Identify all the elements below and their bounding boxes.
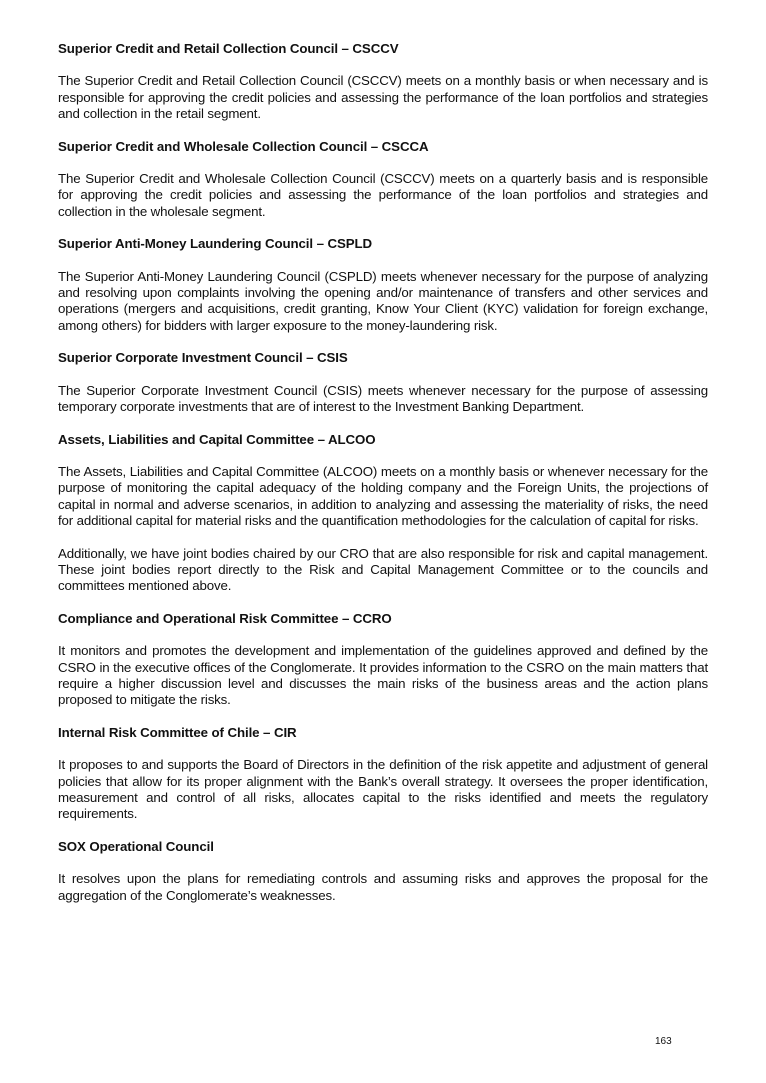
- section-alcoo: [58, 432, 708, 595]
- section-paragraph: It proposes to and supports the Board of Directors in the definition of the risk appetite and adjustment of general policies that allow for its proper alignment with the Bank’s overall strategy. It oversees the proper identification, measurement and control of all risks, allocates capital to the risks identified and meets the regulatory requirements.: [58, 757, 708, 822]
- page-number: 163: [655, 1036, 672, 1047]
- section-heading: SOX Operational Council: [58, 839, 214, 855]
- section-paragraph: The Superior Corporate Investment Council (CSIS) meets whenever necessary for the purpose of assessing temporary corporate investments that are of interest to the Investment Banking Department.: [58, 382, 708, 414]
- section-cscvv: [58, 41, 708, 122]
- section-paragraph: The Superior Anti-Money Laundering Council (CSPLD) meets whenever necessary for the purpose of analyzing and resolving upon complaints involving the opening and/or maintenance of transfers and other services and operations (mergers and acquisitions, credit granting, Know Your Client (KYC) validation for foreign exchange, among others) for bidders with larger exposure to the money-laundering risk.: [58, 268, 708, 333]
- section-paragraph: The Superior Credit and Wholesale Collection Council (CSCCV) meets on a quarterly basis and is responsible for approving the credit policies and assessing the performance of the loan portfolios and strategies and collection in the wholesale segment.: [58, 170, 708, 219]
- section-heading: Internal Risk Committee of Chile – CIR: [58, 725, 297, 741]
- document-page: [58, 41, 708, 920]
- section-paragraph: It monitors and promotes the development and implementation of the guidelines approved and defined by the CSRO in the executive offices of the Conglomerate. It provides information to the CSRO on the main matters that require a higher discussion level and discusses the main risks of the business areas and the action plans proposed to mitigate the risks.: [58, 643, 708, 708]
- section-cscca: [58, 139, 708, 220]
- section-paragraph: It resolves upon the plans for remediating controls and assuming risks and approves the proposal for the aggregation of the Conglomerate’s weaknesses.: [58, 871, 708, 903]
- section-heading: Superior Credit and Retail Collection Council – CSCCV: [58, 41, 399, 56]
- section-paragraph: Additionally, we have joint bodies chaired by our CRO that are also responsible for risk and capital management. These joint bodies report directly to the Risk and Capital Management Committee or to the councils and committees mentioned above.: [58, 545, 708, 594]
- section-paragraph: The Superior Credit and Retail Collection Council (CSCCV) meets on a monthly basis or when necessary and is responsible for approving the credit policies and assessing the performance of the loan portfolios and strategies and collection in the retail segment.: [58, 73, 708, 121]
- section-csis: [58, 350, 708, 415]
- section-ccro: [58, 611, 708, 708]
- section-heading: Superior Corporate Investment Council – CSIS: [58, 350, 348, 366]
- section-cir: [58, 725, 708, 822]
- section-heading: Compliance and Operational Risk Committee – CCRO: [58, 611, 392, 627]
- section-heading: Assets, Liabilities and Capital Committee – ALCOO: [58, 431, 376, 447]
- section-heading: Superior Anti-Money Laundering Council – CSPLD: [58, 236, 373, 252]
- section-heading: Superior Credit and Wholesale Collection Council – CSCCA: [58, 138, 429, 154]
- section-sox: [58, 839, 708, 904]
- section-cspld: [58, 236, 708, 333]
- section-paragraph: The Assets, Liabilities and Capital Committee (ALCOO) meets on a monthly basis or whenever necessary for the purpose of monitoring the capital adequacy of the holding company and the Foreign Units, the projections of capital in normal and adverse scenarios, in addition to analyzing and assessing the materiality of risks, the need for additional capital for material risks and the quantification methodologies for the calculation of capital for risks.: [58, 464, 708, 528]
